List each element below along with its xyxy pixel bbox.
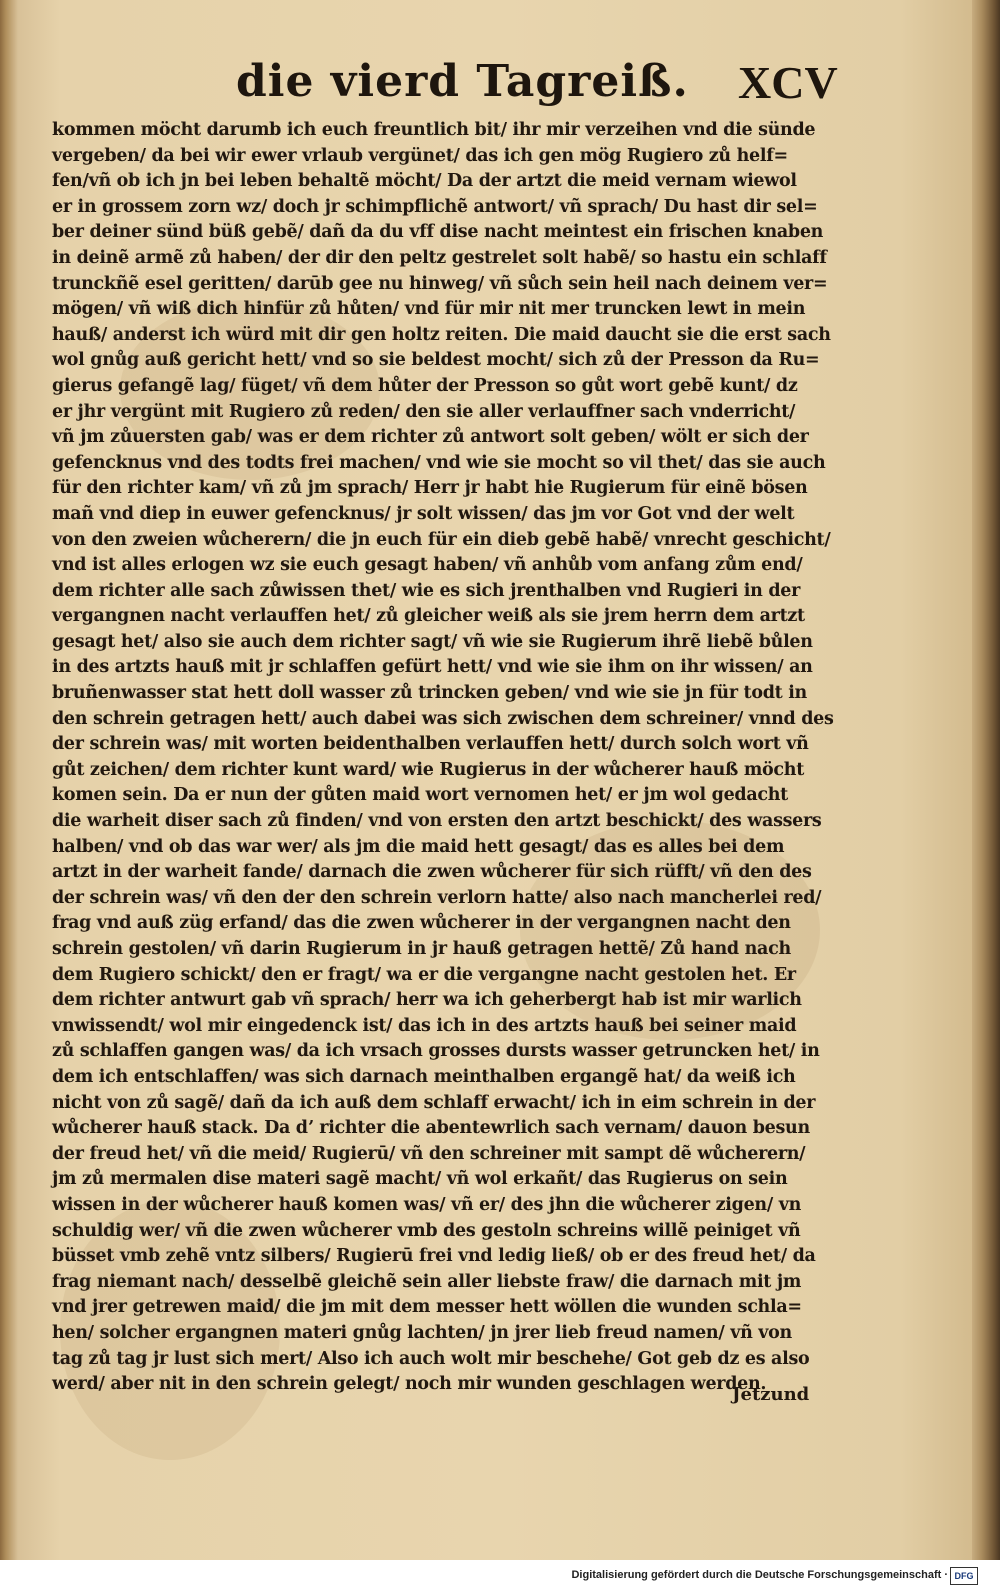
text-line: zů schlaffen gangen was/ da ich vrsach grosses dursts wasser getruncken het/ in [52, 1041, 820, 1062]
text-line: vergeben/ da bei wir ewer vrlaub vergünet/ das ich gen mög Rugiero zů helf= [52, 145, 788, 166]
text-line: büsset vmb zehẽ vntz silbers/ Rugierū frei vnd ledig ließ/ ob er des freud het/ da [52, 1246, 816, 1267]
text-line: in des artzts hauß mit jr schlaffen gefürt hett/ vnd wie sie ihm on ihr wissen/ an [52, 657, 813, 678]
text-line: nicht von zů sagẽ/ dañ da ich auß dem schlaff erwacht/ ich in eim schrein in der [52, 1092, 816, 1113]
text-line: er in grossem zorn wz/ doch jr schimpflichẽ antwort/ vñ sprach/ Du hast dir sel= [52, 196, 818, 217]
catchword: Jetzund [732, 1384, 810, 1405]
text-line: mögen/ vñ wiß dich hinfür zů hůten/ vnd für mir nit mer truncken lewt in mein [52, 299, 806, 320]
text-line: vnd ist alles erlogen wz sie euch gesagt haben/ vñ anhůb vom anfang zům end/ [52, 555, 803, 576]
text-line: halben/ vnd ob das war wer/ als jm die maid hett gesagt/ das es alles bei dem [52, 836, 785, 857]
text-line: frag niemant nach/ desselbẽ gleichẽ sein aller liebste fraw/ die darnach mit jm [52, 1271, 802, 1292]
text-line: der schrein was/ vñ den der den schrein verlorn hatte/ also nach mancherlei red/ [52, 887, 822, 908]
text-line: tag zů tag jr lust sich mert/ Also ich auch wolt mir beschehe/ Got geb dz es also [52, 1348, 810, 1369]
text-line: schrein gestolen/ vñ darin Rugierum in jr hauß getragen hettẽ/ Zů hand nach [52, 939, 791, 959]
text-line: von den zweien wůcherern/ die jn euch für ein dieb gebẽ habẽ/ vnrecht geschicht/ [52, 529, 831, 550]
text-line: ber deiner sünd büß gebẽ/ dañ da du vff dise nacht meintest ein frischen knaben [52, 222, 824, 243]
text-line: mañ vnd diep in euwer gefencknus/ jr solt wissen/ das jm vor Got vnd der welt [52, 503, 795, 524]
text-line: vergangnen nacht verlauffen het/ zů gleicher weiß als sie jrem herrn dem artzt [52, 606, 805, 627]
dfg-logo: DFG [950, 1567, 978, 1585]
text-line: vñ jm zůuersten gab/ was er dem richter zů antwort solt geben/ wölt er sich der [52, 427, 809, 448]
text-line: wol gnůg auß gericht hett/ vnd so sie beldest mocht/ sich zů der Presson da Ru= [52, 350, 820, 371]
text-line: der freud het/ vñ die meid/ Rugierū/ vñ den schreiner mit sampt dẽ wůcherern/ [52, 1143, 806, 1164]
text-line: artzt in der warheit fande/ darnach die zwen wůcherer für sich rüfft/ vñ den des [52, 862, 812, 883]
text-line: schuldig wer/ vñ die zwen wůcherer vmb des gestoln schreins willẽ peiniget vñ [52, 1220, 801, 1241]
footer-bar [0, 1560, 1000, 1593]
text-line: wissen in der wůcherer hauß komen was/ vñ er/ des jhn die wůcherer zigen/ vn [52, 1194, 802, 1215]
main-text-block [52, 118, 842, 1398]
text-line: dem richter alle sach zůwissen thet/ wie es sich jrenthalben vnd Rugieri in der [52, 580, 801, 601]
text-line: vnwissendt/ wol mir eingedenck ist/ das ich in des artzts hauß bei seiner maid [52, 1015, 797, 1036]
text-line: hen/ solcher ergangnen materi gnůg lachten/ jn jrer lieb freud namen/ vñ von [52, 1322, 792, 1343]
text-line: den schrein getragen hett/ auch dabei was sich zwischen dem schreiner/ vnnd des [52, 708, 834, 729]
page-edge-shadow [972, 0, 1000, 1560]
text-line: für den richter kam/ vñ zů jm sprach/ Herr jr habt hie Rugierum für einẽ bösen [52, 478, 808, 499]
text-line: komen sein. Da er nun der gůten maid wort vernomen het/ er jm wol gedacht [52, 785, 788, 806]
text-line: werd/ aber nit in den schrein gelegt/ noch mir wunden geschlagen werden. [52, 1374, 767, 1395]
text-line: gefencknus vnd des todts frei machen/ vnd wie sie mocht so vil thet/ das sie auch [52, 452, 826, 473]
text-line: gůt zeichen/ dem richter kunt ward/ wie Rugierus in der wůcherer hauß möcht [52, 759, 804, 780]
text-line: hauß/ anderst ich würd mit dir gen holtz reiten. Die maid daucht sie die erst sach [52, 324, 831, 345]
text-line: kommen möcht darumb ich euch freuntlich bit/ ihr mir verzeihen vnd die sünde [52, 120, 816, 140]
text-line: gesagt het/ also sie auch dem richter sagt/ vñ wie sie Rugierum ihrẽ liebẽ bůlen [52, 631, 813, 652]
page-header [0, 52, 972, 122]
text-line: trunckñẽ esel geritten/ darūb gee nu hinweg/ vñ sůch sein heil nach deinem ver= [52, 273, 828, 294]
text-line: vnd jrer getrewen maid/ die jm mit dem messer hett wöllen die wunden schla= [52, 1297, 802, 1318]
text-line: dem Rugiero schickt/ den er fragt/ wa er die vergangne nacht gestolen het. Er [52, 964, 796, 985]
text-line: gierus gefangẽ lag/ füget/ vñ dem hůter der Presson so gůt wort gebẽ kunt/ dz [52, 375, 798, 396]
text-line: dem richter antwurt gab vñ sprach/ herr wa ich geherbergt hab ist mir warlich [52, 990, 802, 1011]
text-line: dem ich entschlaffen/ was sich darnach meinthalben ergangẽ hat/ da weiß ich [52, 1066, 796, 1087]
text-line: er jhr vergünt mit Rugiero zů reden/ den sie aller verlauffner sach vnderricht/ [52, 401, 796, 422]
text-line: der schrein was/ mit worten beidenthalben verlauffen hett/ durch solch wort vñ [52, 734, 809, 755]
text-line: wůcherer hauß stack. Da dʼ richter die abentewrlich sach vernam/ dauon besun [52, 1118, 810, 1139]
digitization-credit: Digitalisierung gefördert durch die Deutsche Forschungsgemeinschaft · [571, 1569, 948, 1581]
folio-number: XCV [738, 57, 838, 108]
text-line: fen/vñ ob ich jn bei leben behaltẽ möcht/ Da der artzt die meid vernam wiewol [52, 171, 797, 192]
running-title: die vierd Tagreiß. [236, 56, 689, 107]
text-line: die warheit diser sach zů finden/ vnd von ersten den artzt beschickt/ des wassers [52, 811, 822, 832]
text-line: jm zů mermalen dise materi sagẽ macht/ vñ wol erkañt/ das Rugierus on sein [52, 1169, 788, 1190]
text-line: bruñenwasser stat hett doll wasser zů trincken geben/ vnd wie sie jn für todt in [52, 683, 807, 704]
text-line: frag vnd auß züg erfand/ das die zwen wůcherer in der vergangnen nacht den [52, 913, 791, 934]
text-line: in deinẽ armẽ zů haben/ der dir den peltz gestrelet solt habẽ/ so hastu ein schlaff [52, 247, 827, 268]
